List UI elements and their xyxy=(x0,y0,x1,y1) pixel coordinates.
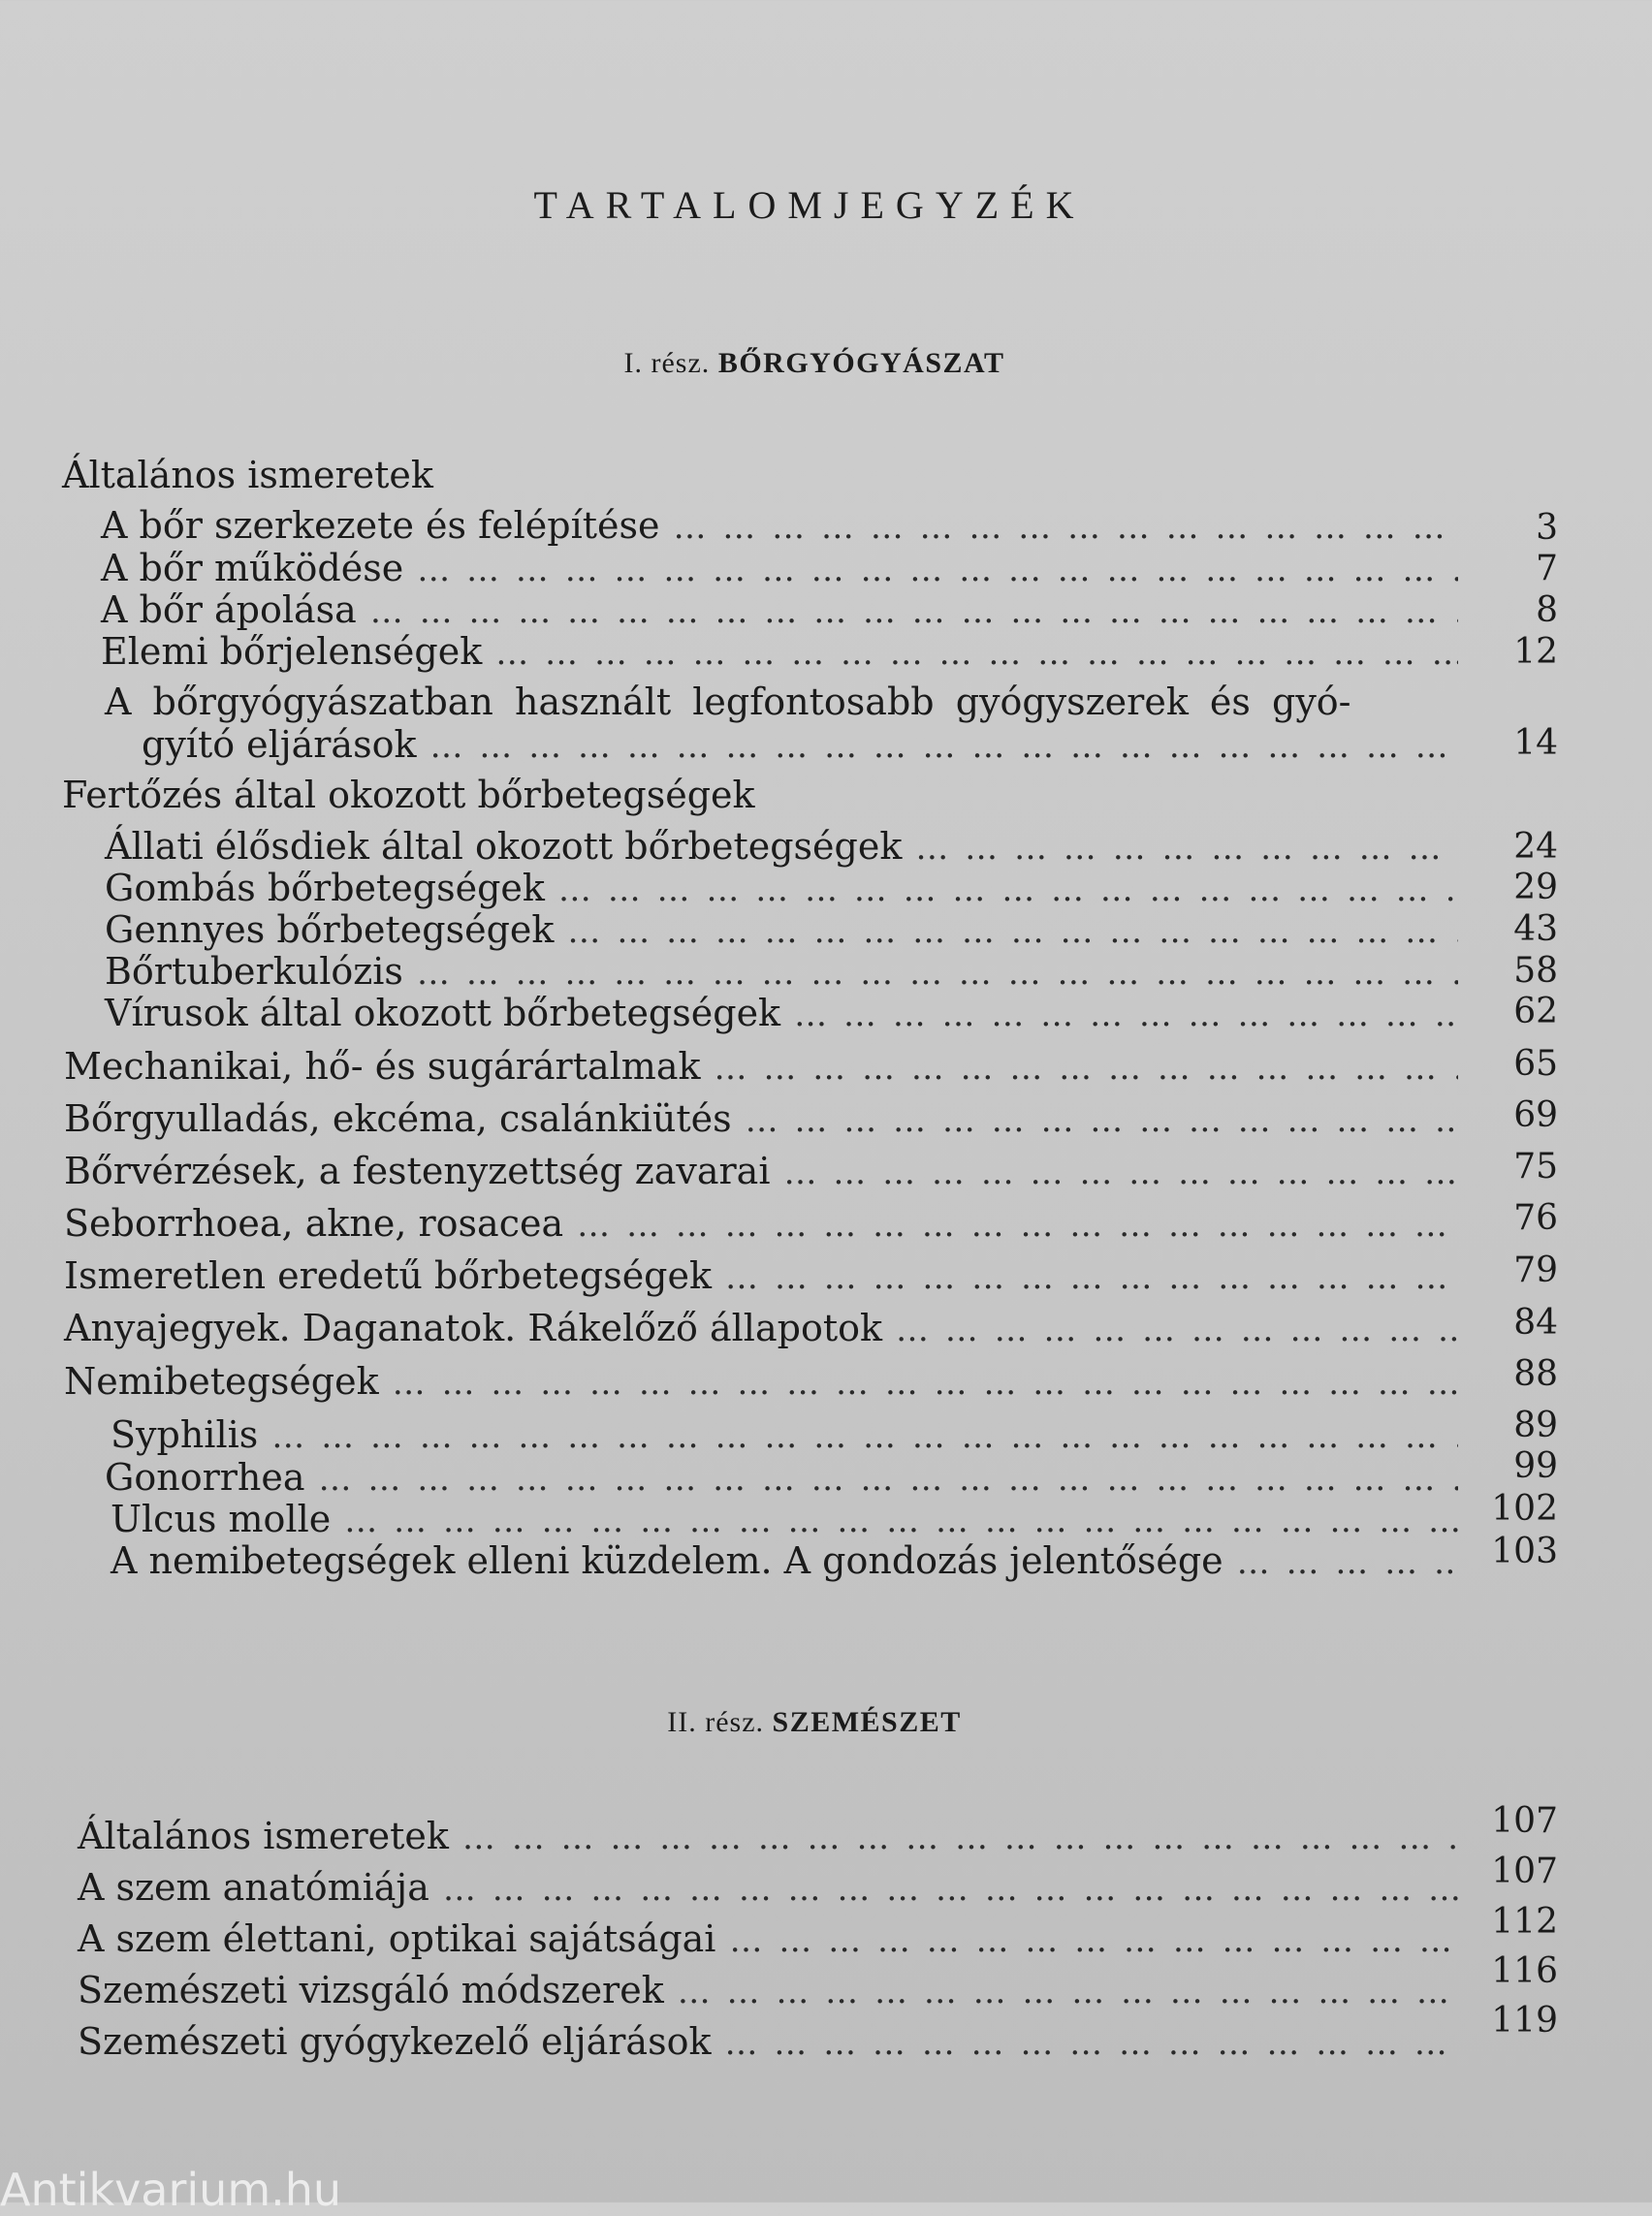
entry-label: Gonorrhea xyxy=(105,1456,305,1499)
toc-entry[interactable] xyxy=(64,1360,1458,1403)
toc-entry[interactable] xyxy=(78,2020,1458,2063)
leader-dots xyxy=(577,1206,1458,1245)
entry-page-number: 107 xyxy=(1491,1801,1558,1841)
leader-dots xyxy=(567,912,1458,951)
part-heading-1 xyxy=(0,347,1629,380)
entry-page-number: 116 xyxy=(1491,1951,1558,1991)
leader-dots xyxy=(725,1258,1458,1297)
leader-dots xyxy=(443,1870,1458,1909)
entry-page-number: 99 xyxy=(1513,1446,1558,1486)
entry-page-number: 103 xyxy=(1491,1532,1558,1571)
leader-dots xyxy=(674,508,1459,547)
leader-dots xyxy=(417,954,1458,993)
entry-page-number: 24 xyxy=(1513,827,1558,867)
part-heading-2 xyxy=(0,1706,1629,1739)
entry-page-number: 76 xyxy=(1513,1198,1558,1238)
toc-entry[interactable] xyxy=(101,547,1458,589)
leader-dots xyxy=(495,634,1458,673)
watermark: Antikvarium.hu xyxy=(0,2164,342,2216)
entry-page-number: 102 xyxy=(1491,1489,1558,1529)
section-heading-infections: Fertőzés által okozott bőrbetegségek xyxy=(62,774,755,816)
entry-label: Gennyes bőrbetegségek xyxy=(105,908,555,951)
entry-label: A bőr működése xyxy=(101,547,404,589)
toc-entry[interactable] xyxy=(78,1815,1458,1857)
entry-label: A szem élettani, optikai sajátságai xyxy=(78,1917,716,1960)
entry-page-number: 58 xyxy=(1513,951,1558,991)
part-1-prefix: I. rész. xyxy=(623,347,711,379)
entry-label: A szem anatómiája xyxy=(78,1866,429,1909)
toc-entry[interactable] xyxy=(64,1097,1458,1140)
entry-label: Szemészeti vizsgáló módszerek xyxy=(78,1969,664,2011)
entry-page-number: 112 xyxy=(1491,1902,1558,1942)
toc-entry[interactable] xyxy=(111,1498,1458,1540)
toc-entry[interactable] xyxy=(101,588,1458,631)
leader-dots xyxy=(319,1460,1458,1499)
toc-entry[interactable] xyxy=(105,867,1458,909)
leader-dots xyxy=(715,1049,1458,1088)
entry-page-number: 84 xyxy=(1513,1303,1558,1343)
entry-label: Szemészeti gyógykezelő eljárások xyxy=(78,2020,712,2063)
toc-entry[interactable] xyxy=(142,723,1458,766)
entry-label: Seborrhoea, akne, rosacea xyxy=(64,1202,564,1245)
toc-entry[interactable] xyxy=(111,1539,1458,1582)
entry-page-number: 69 xyxy=(1513,1095,1558,1135)
entry-page-number: 29 xyxy=(1513,868,1558,907)
leader-dots xyxy=(429,727,1458,766)
toc-entry[interactable] xyxy=(64,1254,1458,1297)
entry-label-wrapped-line: A bőrgyógyászatban használt legfontosabb gyógyszerek és gyó- xyxy=(105,681,1351,723)
entry-page-number: 8 xyxy=(1536,590,1558,630)
leader-dots xyxy=(417,551,1458,589)
toc-entry[interactable] xyxy=(105,908,1458,951)
entry-label: Nemibetegségek xyxy=(64,1360,379,1403)
toc-entry[interactable] xyxy=(101,504,1458,547)
entry-label: Vírusok által okozott bőrbetegségek xyxy=(105,992,781,1034)
leader-dots xyxy=(724,2024,1458,2063)
entry-page-number: 14 xyxy=(1513,723,1558,763)
entry-label: gyító eljárások xyxy=(142,723,417,766)
entry-label: Elemi bőrjelenségek xyxy=(101,630,483,673)
entry-page-number: 3 xyxy=(1536,508,1558,548)
entry-label: Bőrvérzések, a festenyzettség zavarai xyxy=(64,1150,771,1192)
toc-entry[interactable] xyxy=(105,950,1458,993)
toc-entry[interactable] xyxy=(101,630,1458,673)
leader-dots xyxy=(783,1154,1458,1192)
leader-dots xyxy=(746,1101,1458,1140)
entry-page-number: 89 xyxy=(1513,1406,1558,1445)
entry-label: A bőr szerkezete és felépítése xyxy=(101,504,660,547)
toc-entry[interactable] xyxy=(111,1413,1458,1456)
leader-dots xyxy=(1237,1543,1458,1582)
leader-dots xyxy=(678,1973,1458,2011)
entry-page-number: 65 xyxy=(1513,1044,1558,1084)
leader-dots xyxy=(896,1311,1458,1349)
toc-entry[interactable] xyxy=(78,1969,1458,2011)
toc-entry[interactable] xyxy=(64,1202,1458,1245)
page-title: TARTALOMJEGYZÉK xyxy=(533,183,1086,227)
leader-dots xyxy=(729,1921,1458,1960)
entry-label: Mechanikai, hő- és sugárártalmak xyxy=(64,1045,701,1088)
toc-entry[interactable] xyxy=(64,1150,1458,1192)
toc-entry[interactable] xyxy=(78,1866,1458,1909)
part-1-name: BŐRGYÓGYÁSZAT xyxy=(717,347,1005,379)
entry-label: Anyajegyek. Daganatok. Rákelőző állapotok xyxy=(64,1307,882,1349)
leader-dots xyxy=(558,871,1458,909)
entry-label: Általános ismeretek xyxy=(78,1815,449,1857)
entry-label: Syphilis xyxy=(111,1413,259,1456)
entry-label: Állati élősdiek által okozott bőrbetegségek xyxy=(105,825,903,868)
entry-label: Bőrgyulladás, ekcéma, csalánkiütés xyxy=(64,1097,732,1140)
entry-page-number: 75 xyxy=(1513,1147,1558,1187)
toc-entry[interactable] xyxy=(105,1456,1458,1499)
entry-label: Gombás bőrbetegségek xyxy=(105,867,545,909)
entry-label: Bőrtuberkulózis xyxy=(105,950,403,993)
entry-page-number: 43 xyxy=(1513,909,1558,949)
entry-page-number: 62 xyxy=(1513,992,1558,1031)
entry-page-number: 12 xyxy=(1513,632,1558,672)
leader-dots xyxy=(393,1364,1458,1403)
toc-entry[interactable] xyxy=(78,1917,1458,1960)
entry-page-number: 7 xyxy=(1536,549,1558,588)
section-heading-general: Általános ismeretek xyxy=(62,454,433,496)
leader-dots xyxy=(271,1417,1458,1456)
entry-label: Ismeretlen eredetű bőrbetegségek xyxy=(64,1254,713,1297)
part-2-prefix: II. rész. xyxy=(667,1706,765,1738)
toc-entry[interactable] xyxy=(105,825,1458,868)
entry-label: A bőr ápolása xyxy=(101,588,357,631)
toc-entry[interactable] xyxy=(64,1045,1458,1088)
leader-dots xyxy=(344,1502,1458,1540)
entry-page-number: 79 xyxy=(1513,1250,1558,1290)
leader-dots xyxy=(462,1819,1458,1857)
entry-label: A nemibetegségek elleni küzdelem. A gondozás jelentősége xyxy=(111,1539,1223,1582)
leader-dots xyxy=(370,592,1458,631)
toc-entry[interactable] xyxy=(64,1307,1458,1349)
entry-page-number: 107 xyxy=(1491,1852,1558,1891)
entry-page-number: 88 xyxy=(1513,1354,1558,1394)
toc-entry[interactable] xyxy=(105,992,1458,1034)
part-2-name: SZEMÉSZET xyxy=(772,1706,962,1738)
entry-label: Ulcus molle xyxy=(111,1498,332,1540)
entry-page-number: 119 xyxy=(1491,2001,1558,2041)
leader-dots xyxy=(794,996,1458,1034)
leader-dots xyxy=(915,829,1458,868)
